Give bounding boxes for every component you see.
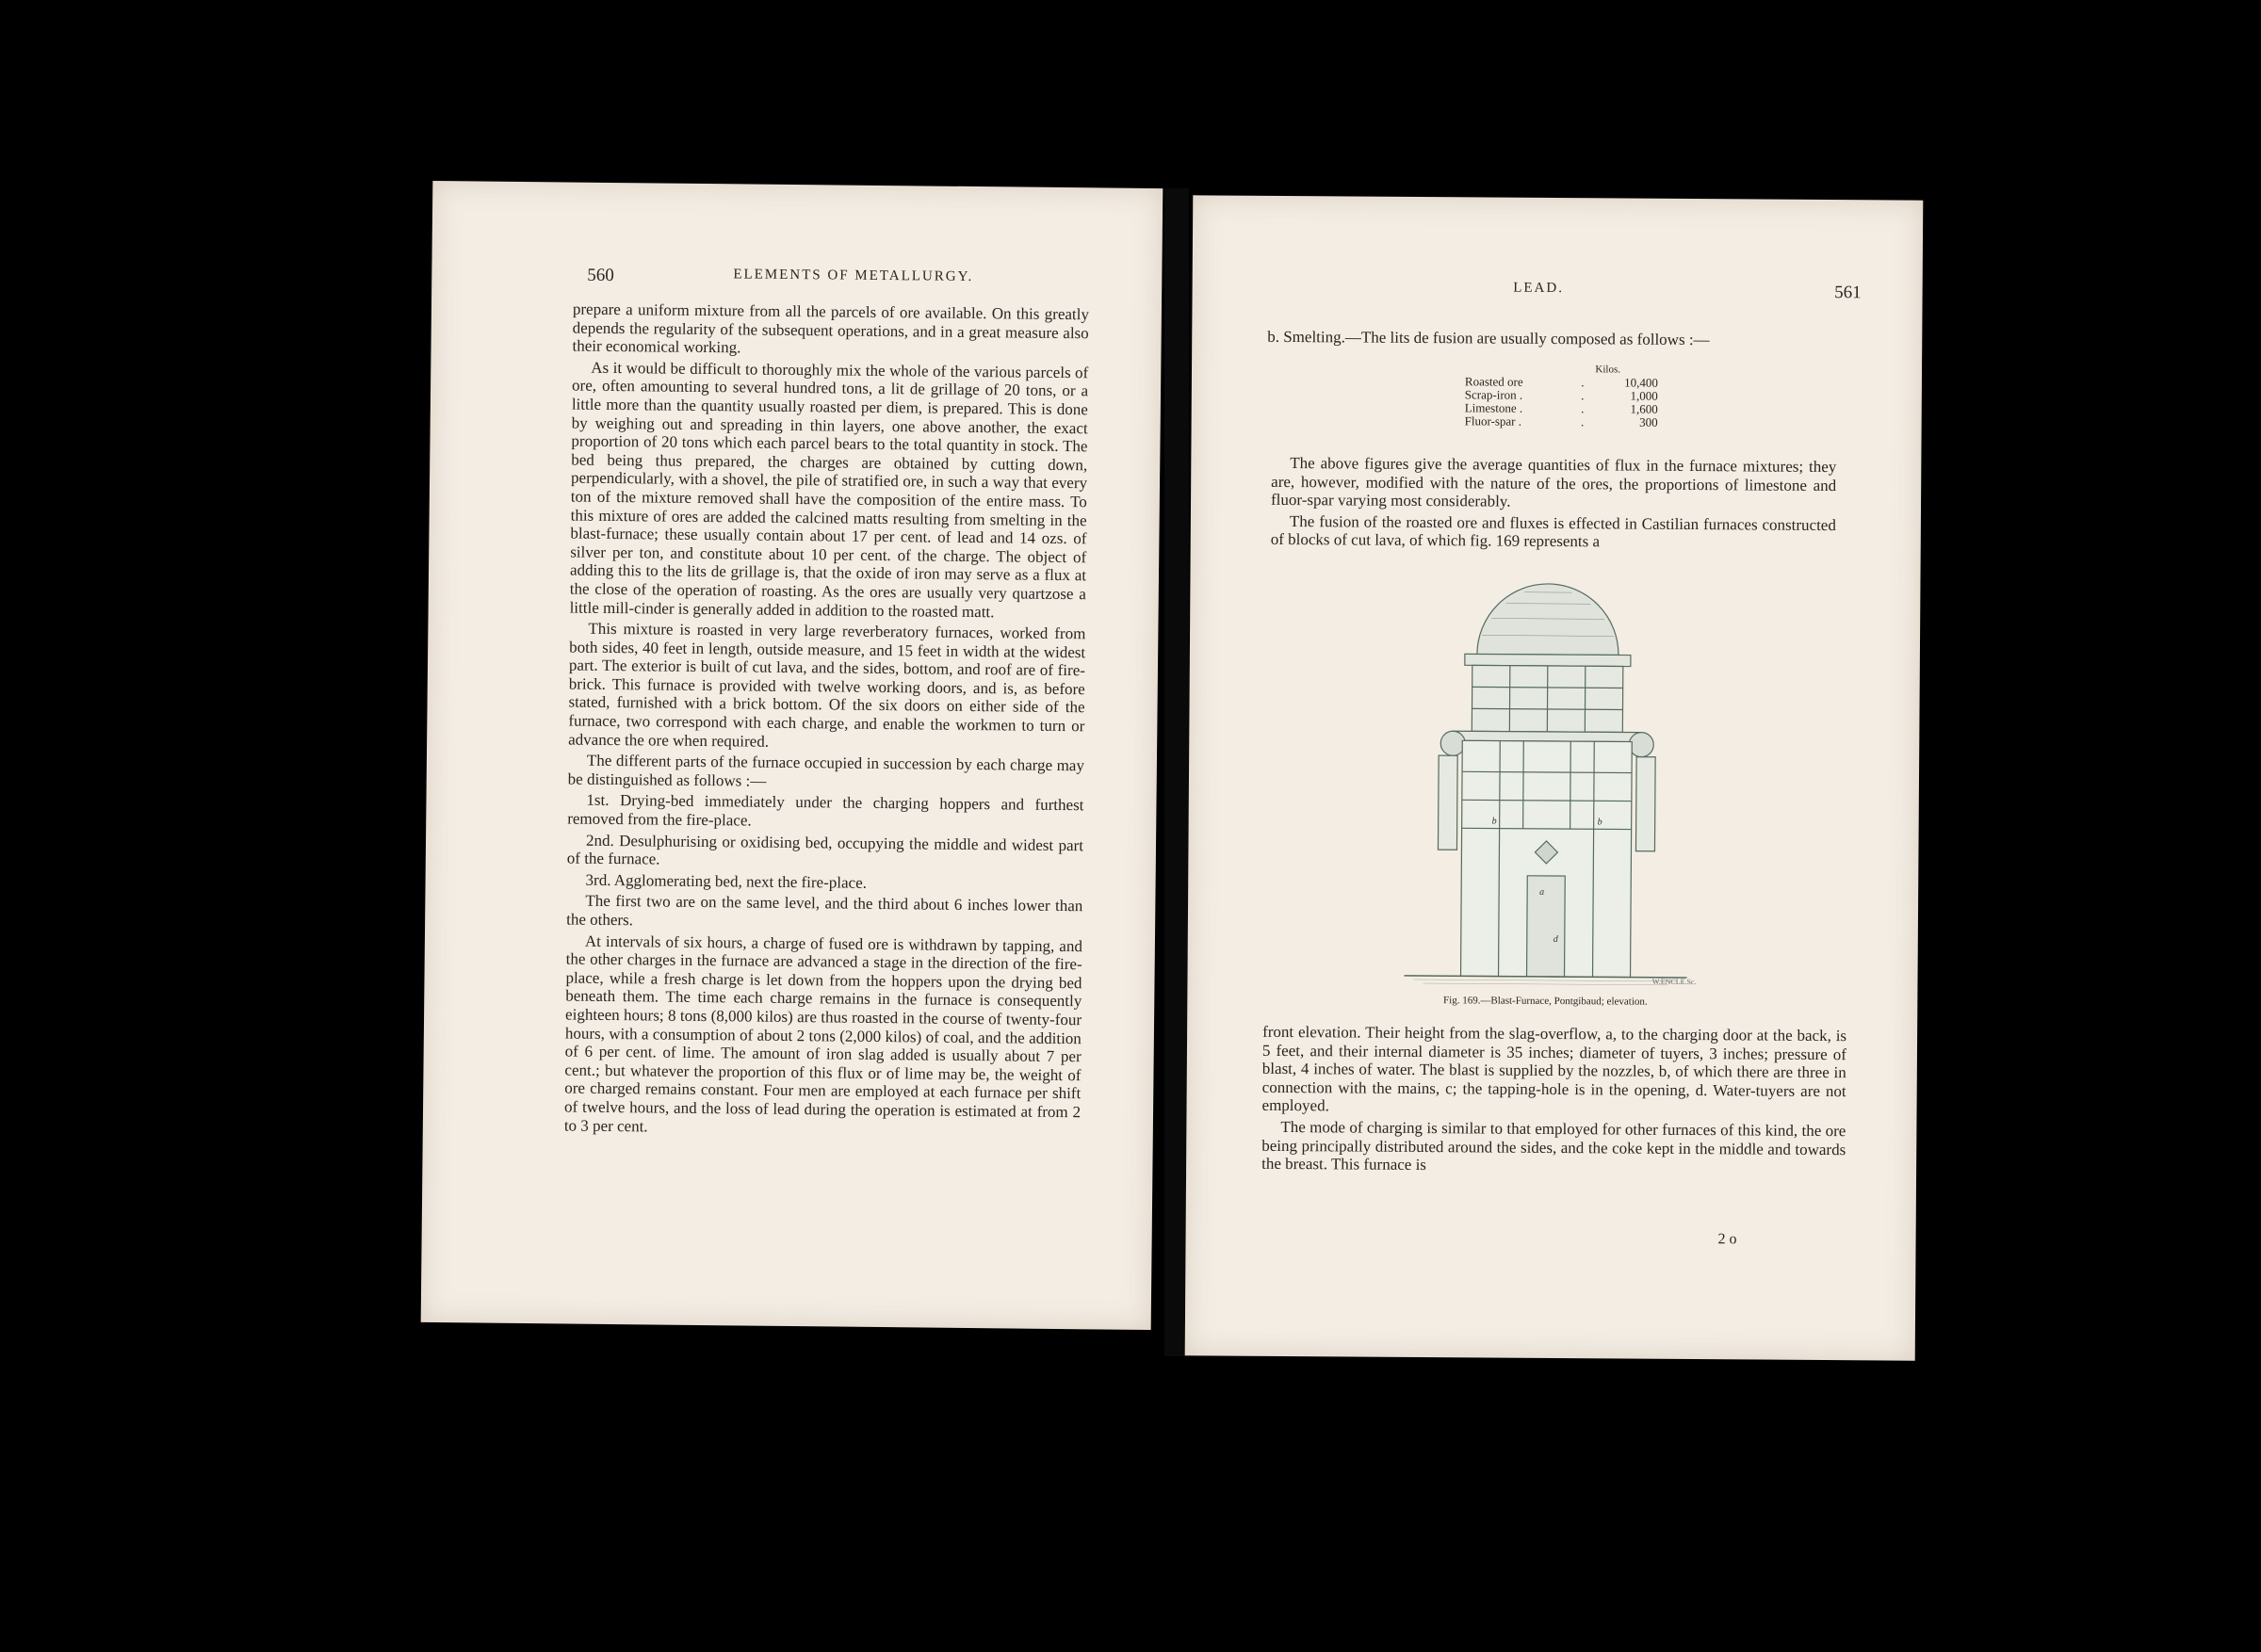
composition-table (1465, 362, 1691, 429)
left-running-title: ELEMENTS OF METALLURGY. (733, 267, 974, 284)
paragraph: This mixture is roasted in very large reverberatory furnaces, worked from both sides, 40 feet in length, outside measure, and 15 feet in width at the widest part. The exterior is built of cut lava, and the sides, bottom, and roof are of fire-brick. This furnace is provided with twelve working doors, and is, as before stated, furnished with a brick bottom. Of the six doors on either side of the furnace, two correspond with each charge, and enable the workmen to turn or advance the ore when required. (568, 619, 1086, 751)
right-body-text (1271, 454, 1837, 556)
left-body-text (564, 300, 1089, 1143)
left-page-number: 560 (587, 265, 614, 285)
right-page-number: 561 (1834, 283, 1862, 303)
label-a: a (1539, 886, 1545, 898)
paragraph: The fusion of the roasted ore and fluxes is effected in Castilian furnaces constructed of blocks of cut lava, of which fig. 169 represents a (1270, 511, 1836, 551)
furnace-elevation-drawing (1385, 569, 1708, 990)
left-running-head (431, 264, 1162, 294)
page-edge (1915, 210, 1923, 1347)
list-item: 2nd. Desulphurising or oxidising bed, occupying the middle and widest part of the furnace. (566, 831, 1084, 868)
label-b-right: b (1597, 817, 1602, 828)
paragraph: prepare a uniform mixture from all the parcels of ore available. On this greatly depends the regularity of the subsequent operations, and in a great measure also their economical working. (572, 300, 1090, 357)
right-page (1185, 195, 1924, 1360)
table-unit-header: Kilos. (1595, 364, 1621, 376)
table-row: Fluor-spar . . 300 (1464, 413, 1658, 429)
left-page (421, 181, 1163, 1330)
table-row: Scrap-iron . . 1,000 (1464, 387, 1658, 403)
paragraph: The mode of charging is similar to that employed for other furnaces of this kind, the ore being principally distributed around the sides, and the coke kept in the middle and towards the breast. This furnace is (1261, 1117, 1846, 1174)
table-row: Roasted ore . 10,400 (1464, 374, 1658, 390)
list-item: 3rd. Agglomerating bed, next the fire-place. (585, 870, 868, 892)
label-d: d (1553, 933, 1558, 946)
table-row: Limestone . . 1,600 (1464, 400, 1658, 416)
paragraph: As it would be difficult to thoroughly mix the whole of the various parcels of ore, often amounting to several hundred tons, a lit de grillage of 20 tons, or a little more than the quantity usually roasted per diem, is prepared. This is done by weighing out and spreading in thin layers, one above another, the exact proportion of 20 tons which each parcel bears to the total quantity in stock. The bed being thus prepared, the charges are obtained by cutting down, perpendicularly, with a shovel, the pile of stratified ore, in such a way that every ton of the mixture removed shall have the composition of the entire mass. To this mixture of ores are added the calcined matts resulting from smelting in the blast-furnace; these usually contain about 17 per cent. of lead and 14 ozs. of silver per ton, and constitute about 10 per cent. of the charge. The object of adding this to the lits de grillage is, that the oxide of iron may serve as a flux at the close of the operation of roasting. As the ores are usually very quartzose a little mill-cinder is generally added in addition to the roasted matt. (569, 358, 1089, 621)
engraver-signature: W.ENCLE.Sc. (1651, 977, 1697, 987)
furnace-figure (1385, 569, 1708, 1008)
paragraph: At intervals of six hours, a charge of fused ore is withdrawn by tapping, and the other charges in the furnace are advanced a stage in the direction of the fire-place, while a fresh charge is let down from the hoppers upon the drying bed beneath them. The time each charge remains in the furnace is consequently eighteen hours; 8 tons (8,000 kilos) are thus roasted in the course of twenty-four hours, with a consumption of about 2 tons (2,000 kilos) of coal, and the addition of 6 per cent. of lime. The amount of iron slag added is usually about 7 per cent.; but whatever the proportion of this flux or of lime may be, the weight of ore charged remains constant. Four men are employed at each furnace per shift of twelve hours, and the loss of lead during the operation is estimated at from 2 to 3 per cent. (563, 931, 1082, 1135)
label-b-left: b (1491, 816, 1497, 827)
smelting-intro: b. Smelting.—The lits de fusion are usually composed as follows :— (1267, 327, 1710, 349)
figure-caption: Fig. 169.—Blast-Furnace, Pontgibaud; elevation. (1442, 995, 1648, 1008)
right-running-title: LEAD. (1513, 280, 1565, 297)
paragraph: The above figures give the average quantities of flux in the furnace mixtures; they are, however, modified with the nature of the ores, the proportions of limestone and fluor-spar varying most considerably. (1270, 454, 1837, 510)
list-item: 1st. Drying-bed immediately under the charging hoppers and furthest removed from the fire-place. (567, 791, 1084, 830)
paragraph: front elevation. Their height from the slag-overflow, a, to the charging door at the back, is 5 feet, and their internal diameter is 35 inches; diameter of tuyers, 3 inches; pressure of blast, 4 inches of water. The blast is supplied by the nozzles, b, of which there are three in connection with the mains, c; the tapping-hole is in the opening, d. Water-tuyers are not employed. (1261, 1022, 1847, 1115)
paragraph: The different parts of the furnace occupied in succession by each charge may be distinguished as follows :— (567, 751, 1085, 790)
right-body-text-lower (1261, 1023, 1846, 1180)
paragraph: The first two are on the same level, and the third about 6 inches lower than the others. (566, 892, 1083, 930)
right-running-head (1193, 278, 1923, 305)
signature-mark: 2 o (1717, 1231, 1737, 1248)
